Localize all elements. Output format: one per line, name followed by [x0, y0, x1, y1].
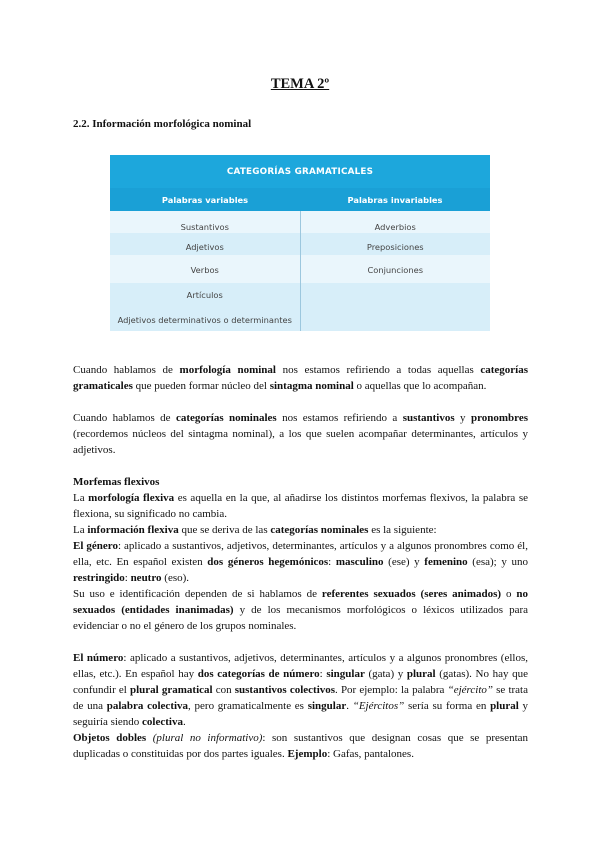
table-cell: Adverbios	[374, 221, 416, 232]
section-heading: 2.2. Información morfológica nominal	[73, 118, 252, 130]
variable-column	[110, 211, 301, 331]
col-variable-header: Palabras variables	[161, 194, 249, 205]
paragraph-numero: El número: aplicado a sustantivos, adjetivos, determinantes, artículos y a algunos pronombres (ellos, ellas, etc.). En español hay dos categorías de número: singular (gata) y plural (gatas). No hay que confundir el plural gramatical con sustantivos colectivos. Por ejemplo: la palabra “ejército” se trata de una palabra colectiva, pero gramaticalmente es singular. “Ejércitos” sería su forma en plural y seguiría siendo colectiva. Objetos dobles (plural no informativo): son sustantivos que designan cosas que se presentan duplicadas o constituidas por dos partes iguales. Ejemplo: Gafas, pantalones.	[73, 652, 529, 760]
table-body	[110, 211, 490, 331]
table-cell: Sustantivos	[180, 221, 229, 232]
table-header: CATEGORÍAS GRAMATICALES	[110, 155, 490, 188]
col-invariable-header: Palabras invariables	[347, 194, 443, 205]
subheading: Morfemas flexivos	[73, 476, 160, 488]
table-subheader	[110, 188, 490, 211]
page-title: TEMA 2º	[270, 76, 330, 92]
paragraph-morfologia-nominal: Cuando hablamos de morfología nominal nos estamos refiriendo a todas aquellas categorías gramaticales que pueden formar núcleo del sintagma nominal o aquellas que lo acompañan.	[73, 364, 529, 392]
table-cell: Preposiciones	[366, 241, 424, 252]
table-cell: Conjunciones	[367, 264, 424, 275]
invariable-column	[301, 211, 491, 331]
table-cell: Adjetivos determinativos o determinantes	[117, 314, 292, 325]
paragraph-categorias-nominales: Cuando hablamos de categorías nominales nos estamos refiriendo a sustantivos y pronombres (recordemos núcleos del sintagma nominal), a los que suelen acompañar determinantes, artículos y adjetivos.	[73, 412, 529, 456]
table-cell: Verbos	[190, 264, 219, 275]
paragraph-morfemas-flexivos: Morfemas flexivos La morfología flexiva es aquella en la que, al añadirse los distintos morfemas flexivos, la palabra se flexiona, su significado no cambia. La información flexiva que se deriva de las categorías nominales es la siguiente: El género: aplicado a sustantivos, adjetivos, determinantes, artículos y a algunos pronombres como él, ella, etc. En español existen dos géneros hegemónicos: masculino (ese) y femenino (esa); y uno restringido: neutro (eso). Su uso e identificación dependen de si hablamos de referentes sexuados (seres animados) o no sexuados (entidades inanimadas) y de los mecanismos morfológicos o léxicos utilizados para evidenciar o no el género de los grupos nominales.	[73, 476, 529, 632]
categories-table	[110, 155, 490, 331]
table-cell: Artículos	[186, 289, 223, 300]
table-cell: Adjetivos	[185, 241, 224, 252]
